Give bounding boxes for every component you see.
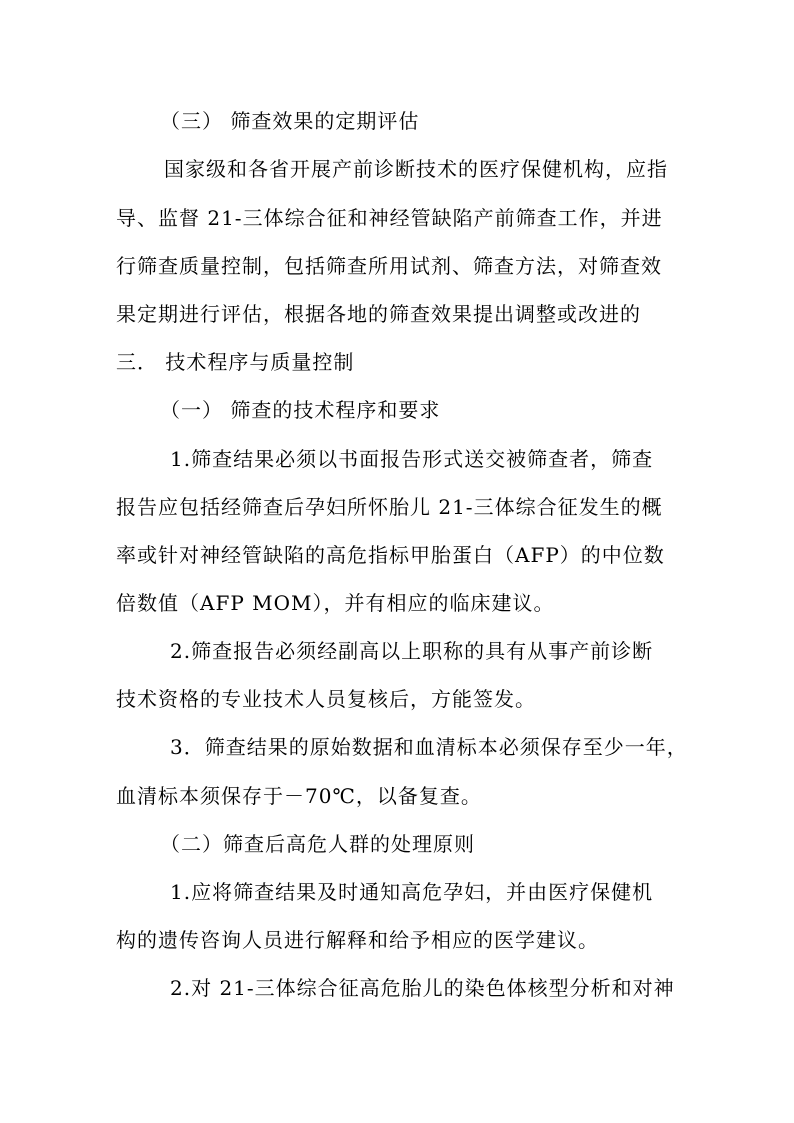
paragraph-line: 技术资格的专业技术人员复核后，方能签发。 [116,687,536,711]
paragraph-line: 1.筛查结果必须以书面报告形式送交被筛查者，筛查 [170,447,654,471]
chapter-heading-3: 三． 技术程序与质量控制 [116,350,355,374]
paragraph-line: 行筛查质量控制，包括筛查所用试剂、筛查方法，对筛查效 [116,254,662,278]
paragraph-line: 国家级和各省开展产前诊断技术的医疗保健机构，应指 [164,157,668,181]
paragraph-line: 率或针对神经管缺陷的高危指标甲胎蛋白（AFP）的中位数 [116,543,665,567]
paragraph-line: 1.应将筛查结果及时通知高危孕妇，并由医疗保健机 [170,880,654,904]
paragraph-line: 倍数值（AFP MOM），并有相应的临床建议。 [116,591,555,615]
section-heading-2: （二）筛查后高危人群的处理原则 [160,832,475,856]
section-heading-3: （三） 筛查效果的定期评估 [160,109,420,133]
paragraph-line: 血清标本须保存于－70℃，以备复查。 [116,784,482,808]
paragraph-line: 报告应包括经筛查后孕妇所怀胎儿 21-三体综合征发生的概 [116,495,663,519]
paragraph-line: 2.筛查报告必须经副高以上职称的具有从事产前诊断 [170,639,654,663]
paragraph-line: 导、监督 21-三体综合征和神经管缺陷产前筛查工作，并进 [116,206,663,230]
paragraph-line: 构的遗传咨询人员进行解释和给予相应的医学建议。 [116,928,599,952]
paragraph-line: 2.对 21-三体综合征高危胎儿的染色体核型分析和对神 [170,976,675,1000]
section-heading-1: （一） 筛查的技术程序和要求 [160,398,441,422]
paragraph-line: 3．筛查结果的原始数据和血清标本必须保存至少一年， [170,735,688,759]
paragraph-line: 果定期进行评估，根据各地的筛查效果提出调整或改进的 [116,302,641,326]
